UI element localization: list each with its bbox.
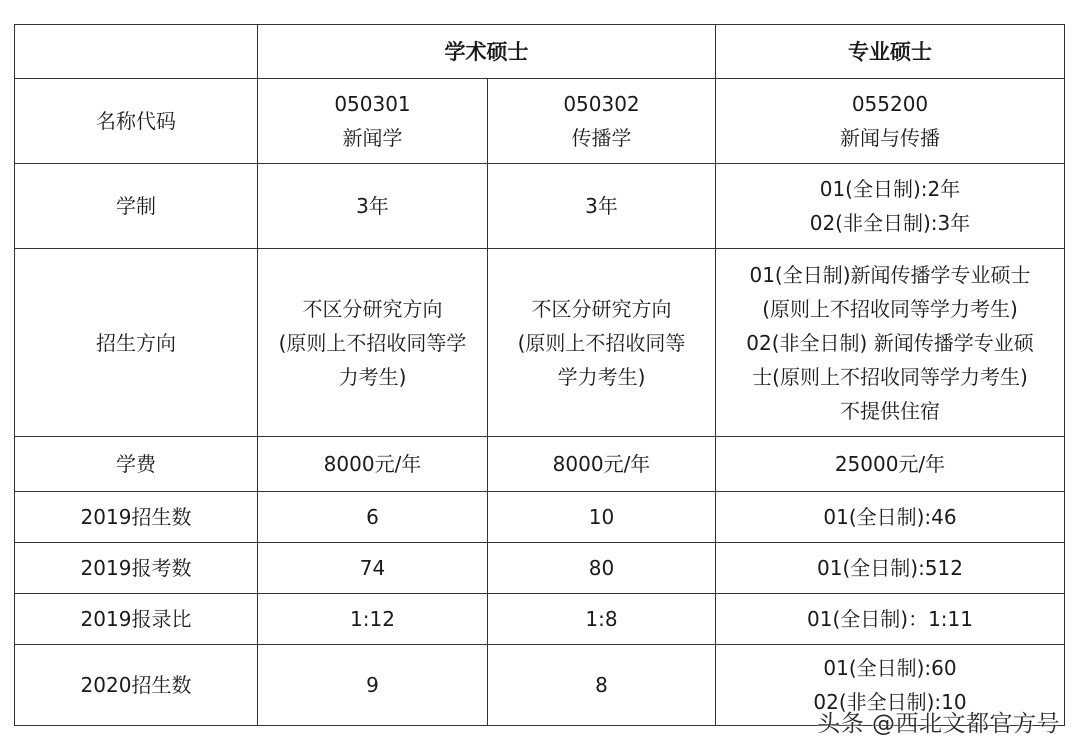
code-number: 050301 — [334, 92, 411, 116]
watermark: 头条 @西北文都官方号 — [817, 711, 1060, 737]
cell-fee-journalism: 8000元/年 — [258, 437, 488, 492]
enroll-2020-fulltime: 01(全日制):60 — [823, 656, 957, 680]
direction-line: (原则上不招收同等学力考生) — [762, 296, 1018, 321]
direction-line: (原则上不招收同等 — [517, 330, 686, 355]
row-label-fee: 学费 — [15, 437, 258, 492]
direction-line: 学力考生) — [557, 364, 646, 389]
row-enroll-2019 — [15, 492, 1065, 543]
admissions-table — [14, 24, 1065, 726]
row-code — [15, 79, 1065, 164]
cell-ratio-2019-journalism: 1:12 — [258, 594, 488, 645]
duration-fulltime: 01(全日制):2年 — [819, 177, 961, 201]
header-professional: 专业硕士 — [716, 25, 1065, 79]
cell-enroll-2019-communication: 10 — [488, 492, 716, 543]
cell-direction-journalism — [258, 249, 488, 437]
major-name: 新闻与传播 — [840, 126, 940, 150]
code-number: 055200 — [851, 92, 929, 116]
row-label-ratio-2019: 2019报录比 — [15, 594, 258, 645]
header-corner-cell — [15, 25, 258, 79]
cell-fee-communication: 8000元/年 — [488, 437, 716, 492]
row-label-duration: 学制 — [15, 164, 258, 249]
cell-direction-communication — [488, 249, 716, 437]
cell-code-journalism — [258, 79, 488, 164]
row-ratio-2019 — [15, 594, 1065, 645]
cell-direction-professional — [716, 249, 1065, 437]
duration-parttime: 02(非全日制):3年 — [809, 211, 971, 235]
row-label-enroll-2020: 2020招生数 — [15, 645, 258, 726]
row-duration — [15, 164, 1065, 249]
cell-apply-2019-communication: 80 — [488, 543, 716, 594]
direction-line: 不提供住宿 — [840, 398, 940, 423]
row-label-enroll-2019: 2019招生数 — [15, 492, 258, 543]
row-label-apply-2019: 2019报考数 — [15, 543, 258, 594]
row-label-direction: 招生方向 — [15, 249, 258, 437]
cell-ratio-2019-professional: 01(全日制)：1:11 — [716, 594, 1065, 645]
header-academic: 学术硕士 — [258, 25, 716, 79]
cell-apply-2019-journalism: 74 — [258, 543, 488, 594]
cell-enroll-2020-journalism: 9 — [258, 645, 488, 726]
major-name: 新闻学 — [342, 126, 403, 150]
cell-apply-2019-professional: 01(全日制):512 — [716, 543, 1065, 594]
row-label-code: 名称代码 — [15, 79, 258, 164]
cell-duration-professional — [716, 164, 1065, 249]
direction-line: 02(非全日制) 新闻传播学专业硕 — [746, 330, 1034, 355]
header-row — [15, 25, 1065, 79]
cell-enroll-2019-journalism: 6 — [258, 492, 488, 543]
direction-line: 01(全日制)新闻传播学专业硕士 — [749, 262, 1031, 287]
direction-line: 不区分研究方向 — [302, 296, 443, 321]
enroll-2020-parttime: 02(非全日制):10 — [813, 690, 967, 714]
cell-fee-professional: 25000元/年 — [716, 437, 1065, 492]
code-number: 050302 — [563, 92, 640, 116]
row-apply-2019 — [15, 543, 1065, 594]
direction-line: (原则上不招收同等学 — [278, 330, 467, 355]
direction-line: 士(原则上不招收同等学力考生) — [752, 364, 1028, 389]
cell-duration-journalism: 3年 — [258, 164, 488, 249]
cell-enroll-2020-communication: 8 — [488, 645, 716, 726]
direction-line: 力考生) — [338, 364, 407, 389]
major-name: 传播学 — [571, 126, 632, 150]
cell-code-professional — [716, 79, 1065, 164]
cell-code-communication — [488, 79, 716, 164]
cell-duration-communication: 3年 — [488, 164, 716, 249]
cell-ratio-2019-communication: 1:8 — [488, 594, 716, 645]
row-direction — [15, 249, 1065, 437]
cell-enroll-2019-professional: 01(全日制):46 — [716, 492, 1065, 543]
direction-line: 不区分研究方向 — [531, 296, 672, 321]
row-fee — [15, 437, 1065, 492]
